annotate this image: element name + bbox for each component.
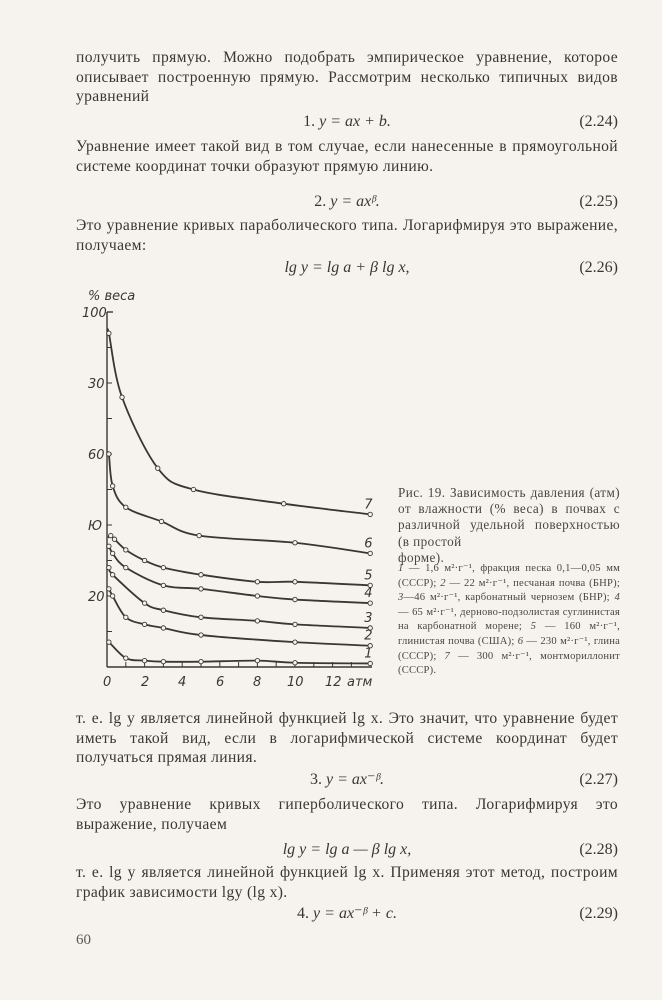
curve-5 <box>108 536 373 586</box>
curve-label-5: 5 <box>364 568 373 584</box>
equation-2-24 <box>76 111 618 133</box>
data-point-marker <box>120 395 124 399</box>
paragraph-method: т. е. lg y является линейной функцией lg x. Применяя этот метод, построим график зависимости lgy (lg x). <box>76 864 618 901</box>
equation-number: 1. <box>303 113 316 130</box>
curve-label-7: 7 <box>364 497 373 513</box>
figure-legend <box>398 562 620 679</box>
data-point-marker <box>368 551 372 555</box>
data-point-marker <box>156 466 160 470</box>
data-point-marker <box>368 601 372 605</box>
x-tick-label: 2 <box>141 675 150 690</box>
legend-entry-3: 3—46 м²·г⁻¹, карбонатный чернозем (БНР); <box>398 592 610 604</box>
data-point-marker <box>124 615 128 619</box>
chart-axes <box>107 312 372 667</box>
equation-formula: lg y = lg a — β lg x, <box>282 841 412 858</box>
curve-3 <box>108 567 373 628</box>
equation-2-28 <box>76 839 618 861</box>
equation-2-25 <box>76 191 618 213</box>
data-point-marker <box>161 565 165 569</box>
legend-entry-2: 2 — 22 м²·г⁻¹, песчаная почва (БНР); <box>440 577 620 589</box>
data-point-marker <box>142 558 146 562</box>
x-tick-label: 0 <box>103 675 112 690</box>
paragraph-hyperbolic: Это уравнение кривых гиперболического типа. Логарифмируя это выражение, получаем <box>76 796 618 833</box>
x-tick-label: 10 <box>287 675 304 690</box>
data-point-marker <box>142 601 146 605</box>
y-tick-label: 100 <box>82 306 107 321</box>
equation-number: 2. <box>314 193 327 210</box>
data-point-marker <box>110 573 114 577</box>
equation-formula: y = ax + b. <box>319 113 391 130</box>
equation-formula: y = axᵝ. <box>330 193 380 210</box>
x-tick-label: 12 <box>325 675 342 690</box>
data-point-marker <box>255 594 259 598</box>
data-point-marker <box>124 548 128 552</box>
data-point-marker <box>124 656 128 660</box>
equation-tag: (2.29) <box>579 905 618 922</box>
data-point-marker <box>293 597 297 601</box>
data-point-marker <box>199 615 203 619</box>
legend-entry-6: 6 — 230 м²·г⁻¹, глина (СССР); <box>398 635 620 662</box>
data-point-marker <box>142 658 146 662</box>
curve-7 <box>108 329 371 514</box>
curve-label-4: 4 <box>364 586 373 602</box>
data-point-marker <box>159 519 163 523</box>
figure-caption-end: форме). <box>398 549 445 565</box>
data-point-marker <box>199 587 203 591</box>
equation-2-27 <box>76 769 618 791</box>
curve-label-2: 2 <box>364 628 373 644</box>
page-number: 60 <box>76 932 91 948</box>
data-point-marker <box>107 544 111 548</box>
data-point-marker <box>255 658 259 662</box>
paragraph-loglinear: т. е. lg y является линейной функцией lg x. Это значит, что уравнение будет иметь такой вид, если в логарифмической системе координат будет получаться прямая линия. <box>76 710 618 766</box>
y-tick-label: 30 <box>88 377 105 392</box>
data-point-marker <box>109 533 113 537</box>
equation-formula: lg y = lg a + β lg x, <box>284 259 410 276</box>
data-point-marker <box>124 565 128 569</box>
curve-6 <box>108 452 373 553</box>
curve-4 <box>108 546 373 603</box>
data-point-marker <box>255 580 259 584</box>
legend-entry-5: 5 — 160 м²·г⁻¹, глинистая почва (США); <box>398 621 620 647</box>
equation-formula: y = ax⁻ᵝ. <box>326 771 384 788</box>
data-point-marker <box>112 537 116 541</box>
data-point-marker <box>107 640 111 644</box>
paragraph-intro: получить прямую. Можно подобрать эмпирическое уравнение, которое описывает построенную прямую. Рассмотрим несколько типичных видов уравнений <box>76 49 618 105</box>
data-point-marker <box>107 565 111 569</box>
data-point-marker <box>199 659 203 663</box>
paragraph-parabolic: Это уравнение кривых параболического типа. Логарифмируя это выражение, получаем: <box>76 217 618 254</box>
data-point-marker <box>191 487 195 491</box>
y-axis-title: % веса <box>88 289 136 304</box>
data-point-marker <box>107 331 111 335</box>
data-point-marker <box>142 622 146 626</box>
data-point-marker <box>255 619 259 623</box>
data-point-marker <box>282 502 286 506</box>
legend-entry-7: 7 — 300 м²·г⁻¹, монтмориллонит (СССР). <box>398 650 620 677</box>
curve-label-6: 6 <box>364 536 373 552</box>
data-point-marker <box>197 533 201 537</box>
data-point-marker <box>293 541 297 545</box>
curve-labels <box>364 497 373 661</box>
data-point-marker <box>199 573 203 577</box>
x-tick-label: 4 <box>178 675 187 690</box>
data-point-marker <box>161 626 165 630</box>
data-point-marker <box>293 640 297 644</box>
figure-19-chart <box>70 280 390 700</box>
data-point-marker <box>110 551 114 555</box>
data-point-marker <box>293 580 297 584</box>
data-point-marker <box>124 505 128 509</box>
data-point-marker <box>368 661 372 665</box>
data-point-marker <box>110 594 114 598</box>
equation-tag: (2.26) <box>579 259 618 276</box>
figure-caption-title: Рис. 19. Зависимость давления (атм) от влажности (% веса) в почвах с различной удельной поверхностью (в простой <box>398 485 620 549</box>
y-tick-label: Ю <box>88 519 103 534</box>
x-axis-unit: атм <box>347 675 373 690</box>
equation-formula: y = ax⁻ᵝ + c. <box>313 905 397 922</box>
data-point-marker <box>107 587 111 591</box>
y-tick-label: 20 <box>88 590 105 605</box>
equation-2-26 <box>76 257 618 279</box>
curve-label-3: 3 <box>364 610 373 626</box>
chart-curves <box>107 329 373 666</box>
data-point-marker <box>368 512 372 516</box>
equation-tag: (2.28) <box>579 841 618 858</box>
data-point-marker <box>107 452 111 456</box>
equation-number: 4. <box>297 905 310 922</box>
x-tick-label: 6 <box>216 675 225 690</box>
data-point-marker <box>199 633 203 637</box>
data-point-marker <box>293 622 297 626</box>
legend-entry-1: 1 — 1,6 м²·г⁻¹, фракция песка 0,1—0,05 мм (СССР); <box>398 563 620 589</box>
equation-tag: (2.25) <box>579 193 618 210</box>
data-point-marker <box>161 608 165 612</box>
data-point-marker <box>161 583 165 587</box>
figure-caption <box>398 485 620 566</box>
data-point-marker <box>110 484 114 488</box>
legend-entry-4: 4 — 65 м²·г⁻¹, дерново-подзолистая суглинистая на карбонатной морене; <box>398 592 620 633</box>
equation-2-29 <box>76 903 618 925</box>
data-point-marker <box>161 659 165 663</box>
paragraph-linear: Уравнение имеет такой вид в том случае, если нанесенные в прямоугольной системе координат точки образуют прямую линию. <box>76 138 618 175</box>
curve-label-1: 1 <box>364 646 373 662</box>
x-tick-label: 8 <box>253 675 262 690</box>
curve-2 <box>108 589 373 646</box>
equation-tag: (2.24) <box>579 113 618 130</box>
equation-tag: (2.27) <box>579 771 618 788</box>
y-tick-label: 60 <box>88 448 105 463</box>
data-point-marker <box>293 661 297 665</box>
equation-number: 3. <box>310 771 322 788</box>
